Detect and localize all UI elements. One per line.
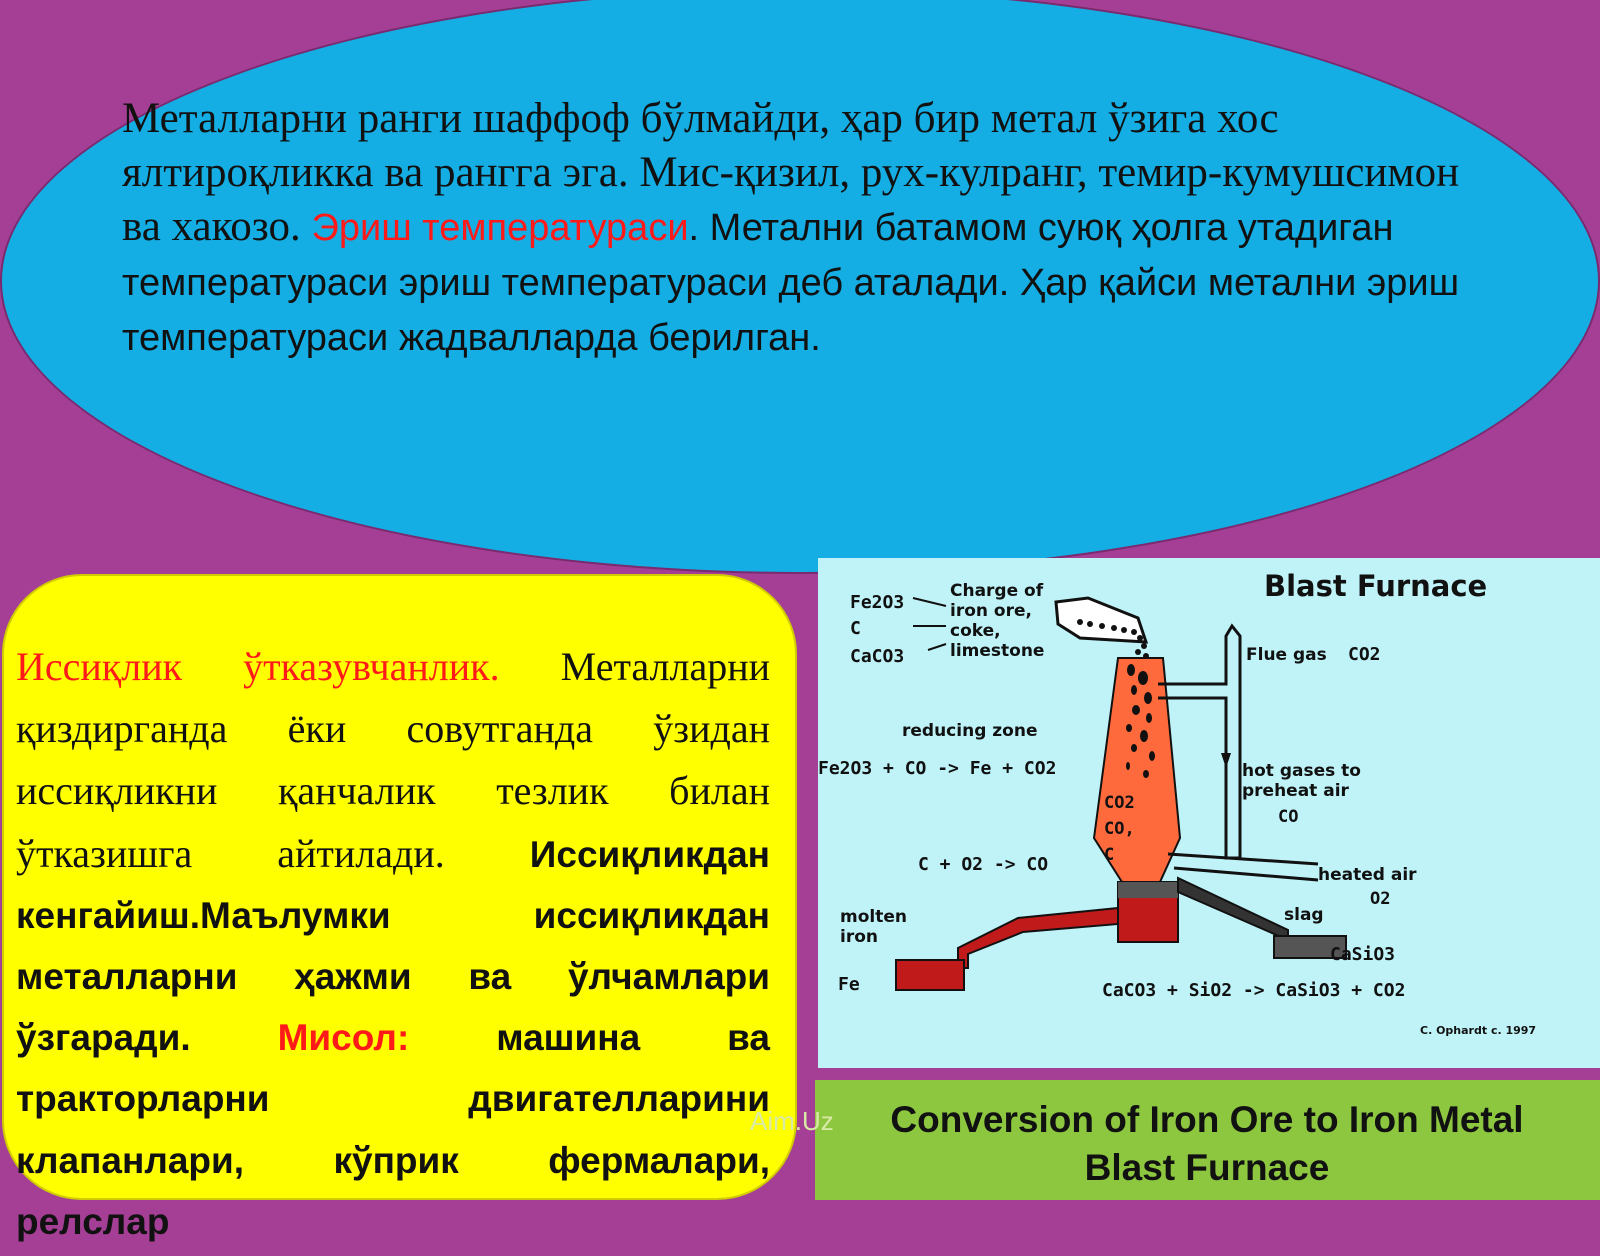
molten-iron-label-2: iron bbox=[840, 927, 878, 947]
thermal-conductivity-heading: Иссиқлик ўтказувчанлик. bbox=[16, 644, 500, 689]
reducing-zone-label: reducing zone bbox=[902, 721, 1038, 741]
inner-co: CO, bbox=[1104, 819, 1135, 839]
charge-label-2: iron ore, bbox=[950, 601, 1032, 621]
input-connector-lines bbox=[913, 598, 946, 650]
diagram-title: Blast Furnace bbox=[1264, 569, 1488, 603]
top-paragraph bbox=[122, 92, 1492, 365]
fe-label: Fe bbox=[838, 974, 860, 995]
top-paragraph-part1: Металларни ранги шаффоф бўлмайди, ҳар бир метал ўзига хос ялтироқликка ва рангга эга. Мис-қизил, рух-кулранг, темир-кумушсимон ва хакозо. bbox=[122, 95, 1460, 250]
watermark: Aim.Uz bbox=[750, 1106, 834, 1136]
heated-air-pipe bbox=[1168, 854, 1318, 880]
reaction-1: Fe2O3 + CO -> Fe + CO2 bbox=[818, 758, 1057, 779]
input-caco3: CaCO3 bbox=[850, 646, 905, 667]
casio3-label: CaSiO3 bbox=[1330, 944, 1396, 965]
charge-label-3: coke, bbox=[950, 621, 1001, 641]
heated-air-label: heated air bbox=[1318, 865, 1417, 885]
caption bbox=[862, 1096, 1552, 1192]
reaction-3: CaCO3 + SiO2 -> CaSiO3 + CO2 bbox=[1102, 980, 1406, 1001]
charge-label-1: Charge of bbox=[950, 581, 1044, 601]
example-text: машина ва тракторларни двигателларини клапанлари, кўприк фермалари, релслар bbox=[16, 1017, 770, 1242]
hot-gas-arrowhead bbox=[1221, 753, 1231, 768]
slag-layer bbox=[1118, 882, 1178, 898]
input-c: C bbox=[850, 618, 861, 639]
thermal-expansion-text: Иссиқликдан кенгайиш.Маълумки иссиқликдан металларни ҳажми ва ўлчамлари ўзгаради. bbox=[16, 833, 770, 1059]
caption-line-2: Blast Furnace bbox=[1084, 1147, 1330, 1188]
input-fe2o3: Fe2O3 bbox=[850, 592, 905, 613]
hot-gases-line-1: hot gases to bbox=[1242, 761, 1361, 781]
charge-label-4: limestone bbox=[950, 641, 1045, 661]
flue-gas-label: Flue gas bbox=[1246, 645, 1327, 665]
inner-c: C bbox=[1104, 845, 1115, 865]
slag-channel bbox=[1178, 878, 1288, 940]
inner-co2: CO2 bbox=[1104, 793, 1135, 813]
diagram-credit: C. Ophardt c. 1997 bbox=[1420, 1024, 1537, 1037]
heated-air-o2: O2 bbox=[1370, 889, 1391, 909]
thermal-conductivity-body: Металларни қиздирганда ёки совутганда ўзидан иссиқликни қанчалик тезлик билан ўтказишга айтилади. bbox=[16, 644, 771, 876]
reaction-2: C + O2 -> CO bbox=[918, 854, 1049, 875]
hot-gases-co: CO bbox=[1278, 807, 1299, 827]
hot-gases-line-2: preheat air bbox=[1242, 781, 1349, 801]
charge-hopper bbox=[1056, 598, 1146, 642]
molten-iron-label-1: molten bbox=[840, 907, 907, 927]
blast-furnace-svg bbox=[818, 558, 1600, 1068]
top-paragraph-part2: . Метални батамом суюқ ҳолга утадиган температураси эриш температураси деб аталади. Ҳар қайси метални эриш температураси жадвалларда берилган. bbox=[122, 207, 1460, 359]
slag-label: slag bbox=[1284, 905, 1324, 925]
flue-gas-co2: CO2 bbox=[1348, 644, 1381, 665]
caption-line-1: Conversion of Iron Ore to Iron Metal bbox=[890, 1099, 1524, 1140]
left-paragraph bbox=[16, 640, 770, 1256]
iron-channel bbox=[958, 908, 1118, 968]
blast-furnace-diagram bbox=[818, 558, 1600, 1068]
example-label: Мисол: bbox=[277, 1017, 410, 1059]
iron-ladle bbox=[896, 960, 964, 990]
melting-temperature-term: Эриш температураси bbox=[311, 207, 689, 249]
